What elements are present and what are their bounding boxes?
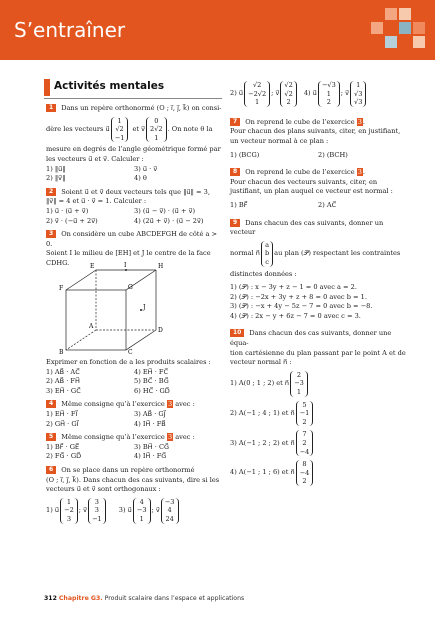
item: 3) (𝒫) : −x + 4y − 5z − 7 = 0 avec b = −8. bbox=[230, 302, 373, 311]
exercise-10 bbox=[230, 329, 406, 487]
exercise-7 bbox=[230, 118, 406, 160]
item: 4) (2u⃗ + v⃗) · (u⃗ − 2v⃗) bbox=[134, 216, 204, 225]
exercise-number: 4 bbox=[46, 400, 56, 408]
text: On considère un cube ABCDEFGH de côté a > 0. bbox=[46, 230, 218, 248]
vector: −√3 1 2 bbox=[318, 81, 340, 107]
text: On reprend le cube de l’exercice bbox=[245, 168, 355, 177]
vector: −3 4 24 bbox=[161, 498, 179, 524]
decor-square bbox=[413, 22, 425, 34]
label-I: I bbox=[124, 262, 127, 269]
item: 2) (BCH) bbox=[318, 150, 348, 159]
item: 3) AB⃗ · GJ⃗ bbox=[134, 409, 166, 418]
text: ‖v⃗‖ = 4 et u⃗ · v⃗ = 1. Calculer : bbox=[46, 197, 147, 206]
item: 5) BC⃗ · BG⃗ bbox=[134, 377, 169, 386]
item: 3) BH⃗ · CG⃗ bbox=[134, 442, 170, 451]
item: 2) u⃗ bbox=[230, 89, 244, 98]
vector: 8 −4 2 bbox=[296, 460, 314, 486]
decor-square bbox=[371, 22, 383, 34]
item: 4) A(−1 ; 1 ; 6) et n⃗ bbox=[230, 468, 295, 477]
cube-figure bbox=[56, 258, 176, 354]
item: 1) A(0 ; 1 ; 2) et n⃗ bbox=[230, 378, 290, 387]
vector: √2 √2 2 bbox=[280, 81, 296, 107]
header-banner bbox=[0, 0, 435, 60]
text: Soient u⃗ et v⃗ deux vecteurs tels que ‖u⃗‖ = 3, bbox=[61, 187, 210, 196]
item: 3) u⃗ · v⃗ bbox=[134, 164, 158, 173]
exercise-number: 5 bbox=[46, 433, 56, 441]
exercise-4 bbox=[46, 400, 222, 429]
exercise-ref: 3 bbox=[357, 168, 362, 177]
item: 1) BF⃗ · GE⃗ bbox=[46, 442, 80, 451]
item: 3) (u⃗ − v⃗) · (u⃗ + v⃗) bbox=[134, 206, 196, 215]
item: 4) θ bbox=[134, 174, 147, 183]
item: 1) ‖u⃗‖ bbox=[46, 164, 66, 173]
vector: √2 −2√2 1 bbox=[244, 81, 270, 107]
vector: 2 −3 1 bbox=[290, 371, 308, 397]
decor-square bbox=[413, 36, 425, 48]
section-marker bbox=[44, 79, 50, 96]
item: 1) AB⃗ · AC⃗ bbox=[46, 367, 80, 376]
exercise-ref: 3 bbox=[357, 117, 362, 126]
text: Même consigne qu’à l’exercice bbox=[61, 433, 165, 442]
exercise-number: 7 bbox=[230, 118, 240, 126]
item: 4) IH⃗ · FG⃗ bbox=[134, 452, 167, 461]
text: tion cartésienne du plan passant par le point A et de vecteur normal n⃗ : bbox=[230, 348, 406, 367]
exercise-number: 6 bbox=[46, 466, 56, 474]
item: 1) (𝒫) : x − 3y + z − 1 = 0 avec a = 2. bbox=[230, 283, 357, 292]
vector-v: 0 2√2 1 bbox=[146, 117, 167, 143]
label-A: A bbox=[89, 323, 94, 330]
item: 2) AC⃗ bbox=[318, 200, 337, 209]
item: 4) IH⃗ · FB⃗ bbox=[134, 419, 166, 428]
exercise-2 bbox=[46, 188, 222, 226]
item: 6) HC⃗ · GD⃗ bbox=[134, 386, 170, 395]
text: ; v⃗ bbox=[151, 505, 160, 514]
item: 2) GH⃗ · GI⃗ bbox=[46, 419, 79, 428]
divider bbox=[44, 98, 222, 99]
left-column-lower bbox=[46, 358, 222, 527]
text: Pour chacun des vecteurs suivants, citer, en justifiant, un plan auquel ce vecteur est normal : bbox=[230, 177, 393, 196]
page-title: S’entraîner bbox=[14, 18, 126, 42]
item: 4) EH⃗ · FC⃗ bbox=[134, 367, 169, 376]
text: avec : bbox=[175, 433, 195, 442]
page-footer bbox=[44, 595, 244, 602]
text: mesure en degrés de l’angle géométrique formé par les vecteurs u⃗ et v⃗. Calculer : bbox=[46, 145, 221, 163]
label-F: F bbox=[59, 285, 64, 292]
exercise-number: 1 bbox=[46, 104, 56, 112]
text: ; v⃗ bbox=[78, 505, 88, 514]
item: 1) (BCG) bbox=[230, 150, 260, 159]
decor-square bbox=[399, 8, 411, 20]
text: Même consigne qu’à l’exercice bbox=[61, 400, 165, 409]
label-H: H bbox=[158, 263, 164, 270]
text: Dans un repère orthonormé (O ; i⃗, j⃗, k⃗) on consi- bbox=[61, 104, 222, 112]
text: ; v⃗ bbox=[271, 89, 280, 98]
text: vecteurs u⃗ et v⃗ sont orthogonaux : bbox=[46, 485, 161, 494]
text: Dans chacun des cas suivants, donner une équa- bbox=[230, 329, 392, 348]
text: distinctes données : bbox=[230, 269, 297, 278]
decor-square bbox=[399, 22, 411, 34]
text: Soient I le milieu de [EH] et J le centre de la face CDHG. bbox=[46, 249, 211, 267]
page-number: 312 bbox=[44, 595, 57, 602]
exercise-ref: 3 bbox=[167, 433, 173, 442]
item: 2) ‖v⃗‖ bbox=[46, 174, 66, 183]
item: 1) EH⃗ · FI⃗ bbox=[46, 409, 78, 418]
chapter-title: Produit scalaire dans l’espace et applications bbox=[104, 595, 245, 602]
text: On se place dans un repère orthonormé bbox=[61, 465, 195, 474]
point-I bbox=[125, 269, 127, 271]
label-J: J bbox=[143, 304, 146, 311]
text: (O ; i⃗, j⃗, k⃗). Dans chacun des cas suivants, dire si les bbox=[46, 475, 220, 484]
item: 1) BF⃗ bbox=[230, 200, 248, 209]
item: 2) (𝒫) : −2x + 3y + z + 8 = 0 avec b = 1. bbox=[230, 292, 367, 301]
text: Pour chacun des plans suivants, citer, en justifiant, un vecteur normal à ce plan : bbox=[230, 127, 401, 145]
label-D: D bbox=[158, 327, 163, 334]
item: 1) u⃗ bbox=[46, 505, 60, 514]
exercise-5 bbox=[46, 433, 222, 462]
label-B: B bbox=[59, 349, 64, 354]
exercise-ref: 3 bbox=[167, 400, 173, 409]
right-column bbox=[230, 78, 406, 489]
item: 1) u⃗ · (u⃗ + v⃗) bbox=[46, 206, 89, 215]
vector-u: 1 √2 −1 bbox=[111, 117, 129, 143]
item: 3) A(−1 ; 2 ; 2) et n⃗ bbox=[230, 438, 295, 447]
text: et v⃗ bbox=[132, 124, 145, 133]
item: 2) A(−1 ; 4 ; 1) et n⃗ bbox=[230, 408, 295, 417]
item: 2) v⃗ · (−u⃗ + 2v⃗) bbox=[46, 216, 98, 225]
text: On reprend le cube de l’exercice bbox=[245, 117, 355, 126]
text: . On note θ la bbox=[167, 124, 213, 133]
item: 3) EH⃗ · GC⃗ bbox=[46, 386, 81, 395]
exercise-9 bbox=[230, 219, 406, 322]
text: ; v⃗ bbox=[340, 89, 350, 98]
section-title: Activités mentales bbox=[54, 80, 165, 92]
exercise-1 bbox=[46, 104, 222, 184]
item: 3) u⃗ bbox=[118, 505, 132, 514]
text: Dans chacun des cas suivants, donner un vecteur bbox=[230, 218, 384, 237]
item: 2) FG⃗ · GD⃗ bbox=[46, 452, 82, 461]
vector: 7 2 −4 bbox=[296, 430, 314, 456]
vector: 4 −3 1 bbox=[133, 498, 151, 524]
vector: 3 3 −1 bbox=[88, 498, 106, 524]
decor-square bbox=[385, 36, 397, 48]
text: normal n⃗ bbox=[230, 248, 260, 257]
text: Exprimer en fonction de a les produits scalaires : bbox=[46, 358, 211, 366]
exercise-number: 8 bbox=[230, 168, 240, 176]
exercise-8 bbox=[230, 168, 406, 210]
decor-square bbox=[385, 8, 397, 20]
exercise-6 bbox=[46, 466, 222, 525]
vector: 1 −2 3 bbox=[60, 498, 78, 524]
vector: 5 −1 2 bbox=[296, 401, 314, 427]
item: 4) (𝒫) : 2x − y + 6z − 7 = 0 avec c = 3. bbox=[230, 311, 361, 320]
vector-n: a b c bbox=[261, 241, 273, 267]
point-J bbox=[140, 309, 142, 311]
item: 4) u⃗ bbox=[303, 89, 317, 98]
text: dère les vecteurs u⃗ bbox=[46, 124, 110, 133]
label-C: C bbox=[128, 349, 133, 354]
text: . bbox=[362, 117, 366, 126]
exercise-number: 2 bbox=[46, 188, 56, 196]
label-E: E bbox=[90, 263, 95, 270]
left-column bbox=[46, 104, 222, 269]
exercise-number: 3 bbox=[46, 230, 56, 238]
text: au plan (𝒫) respectant les contraintes bbox=[274, 248, 401, 257]
exercise-number: 9 bbox=[230, 219, 240, 227]
label-G: G bbox=[128, 284, 133, 291]
item: 2) AB⃗ · FH⃗ bbox=[46, 377, 80, 386]
exercise-number: 10 bbox=[230, 329, 244, 337]
chapter-label: Chapitre G3. bbox=[58, 595, 103, 602]
text: . bbox=[362, 168, 366, 177]
vector: 1 √3 √3 bbox=[350, 81, 366, 107]
text: avec : bbox=[175, 400, 195, 409]
